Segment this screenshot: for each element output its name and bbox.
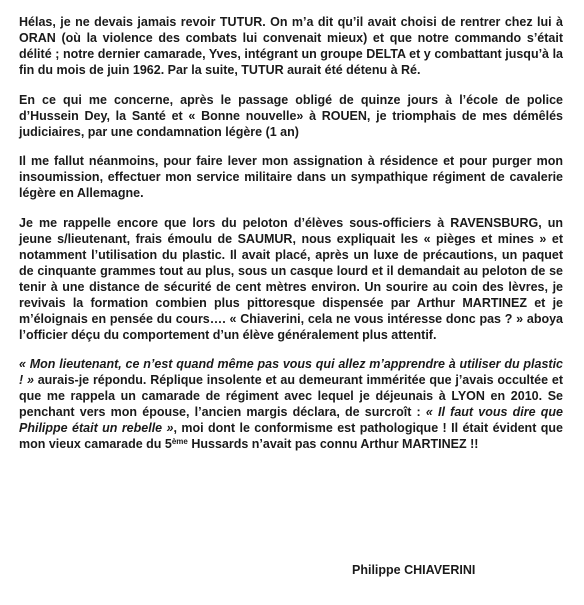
quote-rebelle: « Il faut vous dire que Philippe était un rebelle » bbox=[19, 405, 563, 435]
text-hussards: Hussards n’avait pas connu Arthur MARTINEZ !! bbox=[187, 437, 479, 451]
paragraph-service-militaire: Il me fallut néanmoins, pour faire lever mon assignation à résidence et pour purger mon insoumission, effectuer mon service militaire dans un sympathique régiment de cavalerie légère en Allemagne. bbox=[19, 154, 563, 200]
paragraph-condamnation: En ce qui me concerne, après le passage obligé de quinze jours à l’école de police d’Hussein Dey, la Santé et « Bonne nouvelle» à ROUEN, je triomphais de mes démêlés judiciaires, par une condamnation légère (1 an) bbox=[19, 92, 563, 139]
paragraph-ravensburg: Je me rappelle encore que lors du peloton d’élèves sous-officiers à RAVENSBURG, un jeune s/lieutenant, frais émoulu de SAUMUR, nous expliquait les « pièges et mines » et notamment l’utilisation du plastic. Il avait placé, après un luxe de précautions, un paquet de cinquante grammes tout au plus, sous un casque lourd et il demandait au peloton de se tenir à une distance de sécurité de cent mètres environ. Un sourire au coin des lèvres, je revivais la formation combien plus pittoresque dispensée par Arthur MARTINEZ et je m’éloignais en pensée du cours…. « Chiaverini, cela ne vous intéresse donc pas ? » aboya l’officier déçu du comportement d’un élève généralement plus attentif. bbox=[19, 215, 563, 342]
signature: Philippe CHIAVERINI bbox=[352, 563, 476, 577]
paragraph-tutur: Hélas, je ne devais jamais revoir TUTUR. On m’a dit qu’il avait choisi de rentrer chez lui à ORAN (où la violence des combats lui convenait mieux) et que notre commando s’était délité ; notre dernier camarade, Yves, intégrant un groupe DELTA et y combattant jusqu’à la fin du mois de juin 1962. Par la suite, TUTUR aurait été détenu à Ré. bbox=[19, 15, 563, 77]
text-conformisme: , moi dont le conformisme est pathologique ! Il était évident que mon vieux camarade du 5 bbox=[19, 421, 563, 451]
ordinal-superscript: ème bbox=[171, 437, 188, 446]
letter-body bbox=[19, 14, 563, 466]
paragraph-lieutenant bbox=[19, 356, 563, 452]
quote-lieutenant: « Mon lieutenant, ce n’est quand même pas vous qui allez m’apprendre à utiliser du plastic ! » bbox=[19, 357, 563, 387]
text-reponse: aurais-je répondu. Réplique insolente et au demeurant imméritée que j’avais occultée et que me rappela un camarade de régiment avec lequel je déjeunais à LYON en 2010. Se penchant vers mon épouse, l’ancien margis déclara, de surcroît : bbox=[19, 373, 563, 419]
